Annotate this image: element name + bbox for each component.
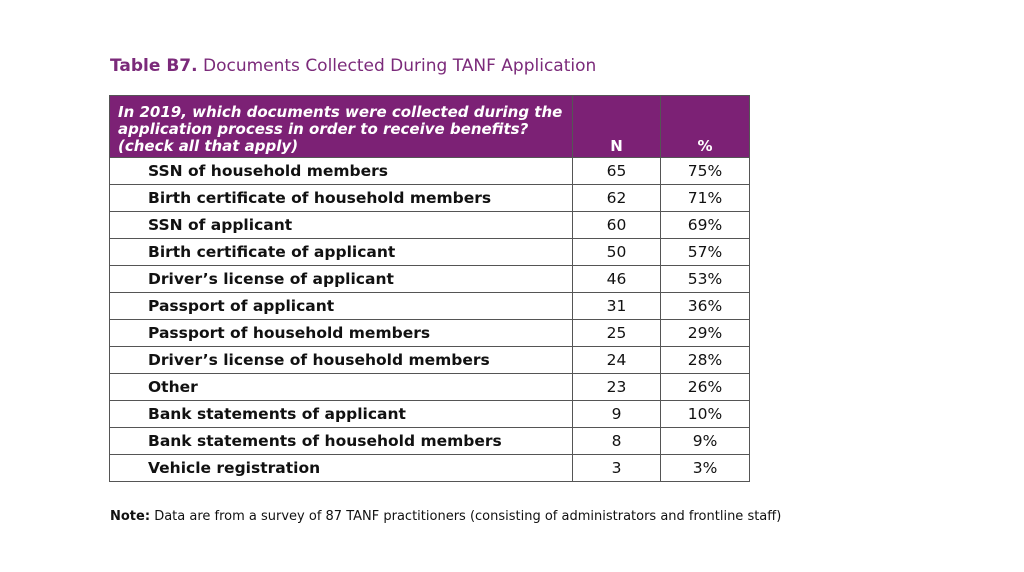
table-caption (110, 56, 596, 76)
row-percent: 26% (661, 374, 750, 401)
row-label: Birth certificate of applicant (110, 239, 573, 266)
row-percent: 28% (661, 347, 750, 374)
row-n: 46 (573, 266, 661, 293)
row-n: 3 (573, 455, 661, 482)
table-row (110, 428, 750, 455)
row-percent: 10% (661, 401, 750, 428)
note-label: Note: (110, 509, 151, 524)
row-n: 62 (573, 185, 661, 212)
row-n: 25 (573, 320, 661, 347)
row-label: SSN of applicant (110, 212, 573, 239)
row-n: 31 (573, 293, 661, 320)
table-row (110, 185, 750, 212)
row-label: Birth certificate of household members (110, 185, 573, 212)
row-n: 50 (573, 239, 661, 266)
row-label: SSN of household members (110, 158, 573, 185)
header-n: N (573, 96, 661, 158)
row-label: Other (110, 374, 573, 401)
table-row (110, 212, 750, 239)
row-label: Driver’s license of applicant (110, 266, 573, 293)
note-text: Data are from a survey of 87 TANF practitioners (consisting of administrators and frontline staff) (154, 509, 782, 524)
table-caption-title: Documents Collected During TANF Application (202, 56, 597, 76)
table-row (110, 347, 750, 374)
header-question: In 2019, which documents were collected during the application process in order to receive benefits? (check all that apply) (110, 96, 573, 158)
row-percent: 36% (661, 293, 750, 320)
table-row (110, 239, 750, 266)
table-caption-label: Table B7. (110, 56, 198, 76)
table-note (110, 509, 781, 524)
row-percent: 69% (661, 212, 750, 239)
table-row (110, 266, 750, 293)
table-row (110, 374, 750, 401)
row-label: Passport of household members (110, 320, 573, 347)
row-n: 24 (573, 347, 661, 374)
row-label: Passport of applicant (110, 293, 573, 320)
row-percent: 9% (661, 428, 750, 455)
documents-table (109, 95, 750, 482)
row-percent: 53% (661, 266, 750, 293)
table-header-row (110, 96, 750, 158)
row-label: Vehicle registration (110, 455, 573, 482)
table-row (110, 293, 750, 320)
table-body (110, 158, 750, 482)
row-percent: 71% (661, 185, 750, 212)
table-row (110, 320, 750, 347)
row-label: Bank statements of applicant (110, 401, 573, 428)
row-n: 9 (573, 401, 661, 428)
row-n: 23 (573, 374, 661, 401)
row-percent: 57% (661, 239, 750, 266)
row-percent: 3% (661, 455, 750, 482)
header-percent: % (661, 96, 750, 158)
table-row (110, 401, 750, 428)
table-row (110, 455, 750, 482)
table-row (110, 158, 750, 185)
row-percent: 75% (661, 158, 750, 185)
row-n: 8 (573, 428, 661, 455)
row-label: Bank statements of household members (110, 428, 573, 455)
row-percent: 29% (661, 320, 750, 347)
row-n: 65 (573, 158, 661, 185)
row-label: Driver’s license of household members (110, 347, 573, 374)
row-n: 60 (573, 212, 661, 239)
